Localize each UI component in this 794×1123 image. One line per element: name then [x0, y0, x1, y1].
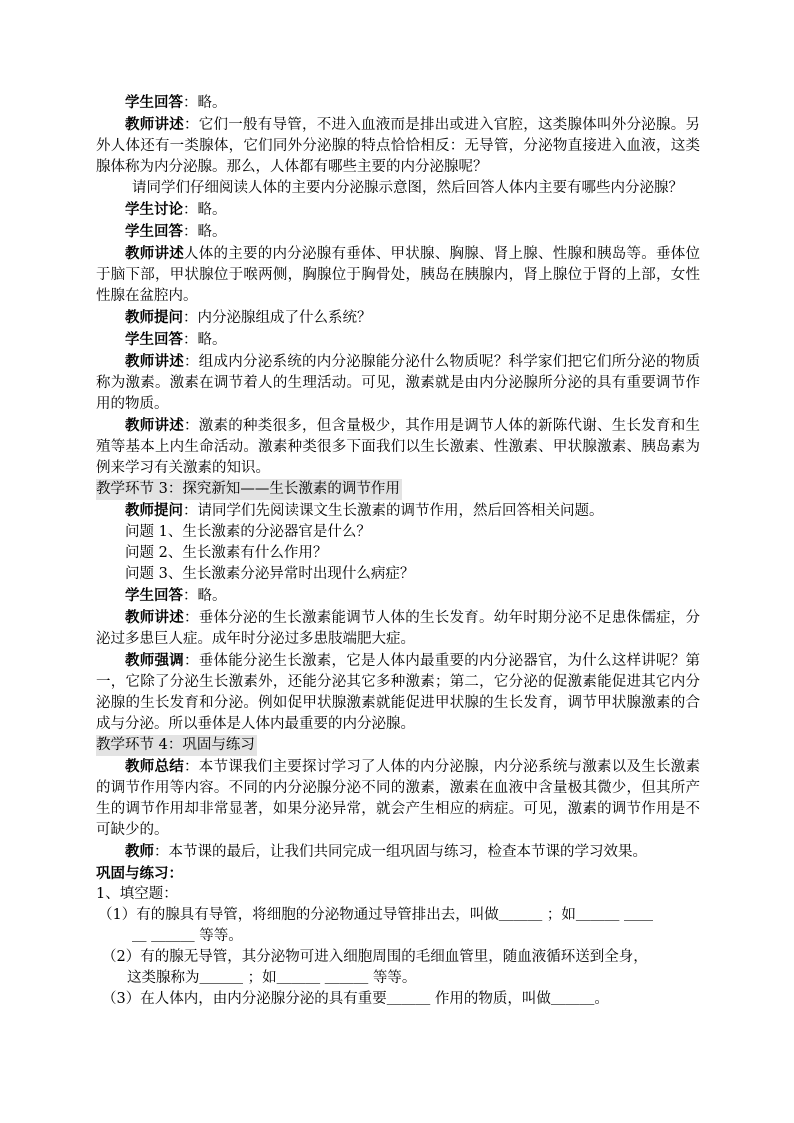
- speaker-label: 教师讲述: [125, 116, 184, 133]
- exercise-question-line: （1）有的腺具有导管，将细胞的分泌物通过导管排出去，叫做＿＿＿ ；如＿＿＿ ＿＿: [98, 907, 653, 923]
- paragraph-text: ：请同学们先阅读课文生长激素的调节作用，然后回答相关问题。: [183, 503, 604, 519]
- speaker-label: 教师: [125, 843, 154, 860]
- exercise-question-line: （3）在人体内，由内分泌腺分泌的具有重要＿＿＿ 作用的物质，叫做＿＿＿。: [102, 991, 609, 1007]
- speaker-label: 教师讲述: [125, 609, 184, 626]
- question-text: 问题 2、生长激素有什么作用？: [125, 545, 328, 561]
- paragraph-text: ：略。: [183, 588, 227, 604]
- paragraph: [96, 841, 700, 863]
- paragraph-text: ：它们一般有导管，不进入血液而是排出或进入官腔，这类腺体叫外分泌腺。另外人体还有一类腺体，它们同外分泌腺的特点恰恰相反：无导管，分泌物直接进入血液，这类腺体称为内分泌腺。那么，人体都有哪些主要的内分泌腺呢？: [96, 117, 700, 175]
- paragraph-text: ：略。: [183, 202, 227, 218]
- question-text: 问题 1、生长激素的分泌器官是什么？: [125, 524, 371, 540]
- speaker-label: 学生讨论: [125, 201, 183, 218]
- paragraph: [96, 199, 700, 221]
- paragraph: [96, 243, 700, 307]
- speaker-label: 教师讲述: [125, 353, 184, 370]
- document-page: [96, 92, 700, 1010]
- paragraph: [96, 178, 700, 199]
- paragraph: [96, 500, 700, 522]
- exercise-heading: 巩固与练习：: [96, 865, 183, 882]
- paragraph-text: ：垂体分泌的生长激素能调节人体的生长发育。幼年时期分泌不足患侏儒症，分泌过多患巨人症。成年时分泌过多患肢端肥大症。: [96, 610, 700, 647]
- paragraph-text: ：激素的种类很多，但含量极少，其作用是调节人体的新陈代谢、生长发育和生殖等基本上内生命活动。激素种类很多下面我们以生长激素、性激素、甲状腺激素、胰岛素为例来学习有关激素的知识。: [96, 418, 700, 476]
- speaker-label: 教师提问: [125, 502, 183, 519]
- paragraph: [96, 329, 700, 351]
- paragraph-text: ：本节课的最后，让我们共同完成一组巩固与练习，检查本节课的学习效果。: [154, 844, 647, 860]
- paragraph: [96, 607, 700, 650]
- paragraph-text: ：略。: [183, 224, 227, 240]
- paragraph-text: ：本节课我们主要探讨学习了人体的内分泌腺，内分泌系统与激素以及生长激素的调节作用等内容。不同的内分泌腺分泌不同的激素，激素在血液中含量极其微少，但其所产生的调节作用却非常显著，如果分泌异常，就会产生相应的病症。可见，激素的调节作用是不可缺少的。: [96, 759, 700, 838]
- speaker-label: 学生回答: [125, 331, 183, 348]
- speaker-label: 教师提问: [125, 309, 183, 326]
- speaker-label: 学生回答: [125, 223, 183, 240]
- section-heading-text: 教学环节 4：巩固与练习: [96, 735, 257, 756]
- exercise-question-line: ＿ ＿＿＿ 等等。: [132, 928, 243, 944]
- exercise-question-line: 这类腺称为＿＿＿ ；如＿＿＿ ＿＿＿ 等等。: [127, 970, 417, 986]
- question-text: 问题 3、生长激素分泌异常时出现什么病症？: [125, 566, 415, 582]
- question-item: [96, 543, 700, 564]
- paragraph-text: ：内分泌腺组成了什么系统？: [183, 310, 372, 326]
- paragraph: [96, 650, 700, 735]
- speaker-label: 教师强调: [125, 652, 184, 669]
- speaker-label: 教师总结: [125, 758, 184, 775]
- paragraph: [96, 114, 700, 178]
- exercise-item-title: 1、填空题：: [96, 886, 178, 902]
- paragraph: [96, 415, 700, 479]
- question-item: [96, 564, 700, 585]
- paragraph-text: ：略。: [183, 95, 227, 111]
- section-heading: [96, 735, 700, 756]
- paragraph: [96, 756, 700, 841]
- speaker-label: 学生回答: [125, 94, 183, 111]
- paragraph: [96, 92, 700, 114]
- section-heading: [96, 479, 700, 500]
- speaker-label: 学生回答: [125, 587, 183, 604]
- paragraph: [96, 221, 700, 243]
- paragraph: [96, 585, 700, 607]
- paragraph-text: 人体的主要的内分泌腺有垂体、甲状腺、胸腺、肾上腺、性腺和胰岛等。垂体位于脑下部，甲状腺位于喉两侧，胸腺位于胸骨处，胰岛在胰腺内，肾上腺位于肾的上部，女性性腺在盆腔内。: [96, 246, 700, 304]
- exercise-question: [96, 905, 700, 947]
- speaker-label: 教师讲述: [125, 245, 184, 262]
- speaker-label: 教师讲述: [125, 417, 184, 434]
- exercise-question: [96, 947, 700, 989]
- paragraph: [96, 307, 700, 329]
- paragraph: [96, 351, 700, 415]
- paragraph-text: ：略。: [183, 332, 227, 348]
- exercise-question: [96, 989, 700, 1010]
- section-heading-text: 教学环节 3：探究新知——生长激素的调节作用: [96, 479, 402, 500]
- question-item: [96, 522, 700, 543]
- paragraph-text: ：组成内分泌系统的内分泌腺能分泌什么物质呢？科学家们把它们所分泌的物质称为激素。激素在调节着人的生理活动。可见，激素就是由内分泌腺所分泌的具有重要调节作用的物质。: [96, 354, 700, 412]
- paragraph-text: 请同学们仔细阅读人体的主要内分泌腺示意图，然后回答人体内主要有哪些内分泌腺？: [132, 180, 683, 196]
- paragraph-text: ：垂体能分泌生长激素，它是人体内最重要的内分泌器官，为什么这样讲呢？第一，它除了分泌生长激素外，还能分泌其它多种激素；第二，它分泌的促激素能促进其它内分泌腺的生长发育和分泌。例如促甲状腺激素就能促进甲状腺的生长发育，调节甲状腺激素的合成与分泌。所以垂体是人体内最重要的内分泌腺。: [96, 653, 700, 732]
- exercise-question-line: （2）有的腺无导管，其分泌物可进入细胞周围的毛细血管里，随血液循环送到全身，: [102, 949, 648, 965]
